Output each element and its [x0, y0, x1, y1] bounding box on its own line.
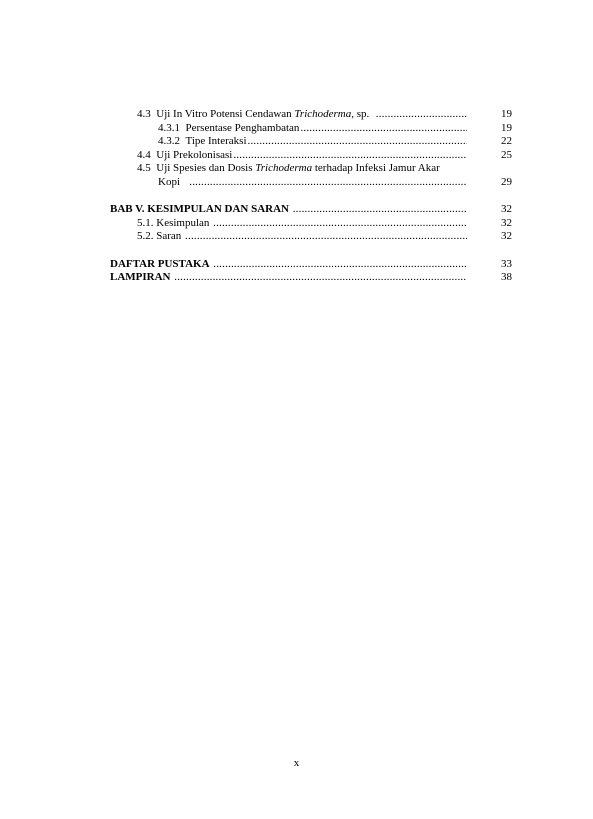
- leader-dots: [300, 122, 467, 136]
- toc-entry-title: 4.5 Uji Spesies dan Dosis Trichoderma terhadap Infeksi Jamur Akar: [137, 162, 440, 174]
- toc-entry-4-5: [110, 162, 512, 189]
- toc-entry-4-3-2: [110, 135, 512, 149]
- toc-entry-4-3: [110, 108, 512, 122]
- toc-entry-title: 5.1. Kesimpulan: [137, 216, 210, 229]
- toc-page-number: 22: [501, 135, 512, 147]
- toc-entry-title: DAFTAR PUSTAKA: [110, 257, 210, 270]
- toc-page-number: 32: [501, 203, 512, 215]
- toc-entry-5-2: [110, 230, 512, 244]
- leader-dots: [189, 176, 467, 190]
- toc-entry-title: 4.3 Uji In Vitro Potensi Cendawan Trichoderma, sp.: [137, 108, 370, 120]
- toc-entry-title: 4.3.1 Persentase Penghambatan: [158, 121, 300, 134]
- toc-entry-5-1: [110, 217, 512, 231]
- toc-page-number: 38: [501, 271, 512, 283]
- toc-entry-title: 4.4 Uji Prekolonisasi: [137, 148, 233, 161]
- toc-entry-title: 5.2. Saran: [137, 230, 182, 242]
- leader-dots: [174, 271, 467, 285]
- toc-page-number: 32: [501, 216, 512, 229]
- leader-dots: [293, 203, 467, 217]
- toc-page-number: 32: [501, 230, 512, 242]
- toc-entry-title: 4.3.2 Tipe Interaksi: [158, 135, 247, 147]
- toc-page-number: 29: [501, 175, 512, 188]
- leader-dots: [185, 230, 467, 244]
- toc-entry-bab-5: [110, 203, 512, 217]
- toc-entry-4-3-1: [110, 122, 512, 136]
- toc-entry-title-continued: Kopi: [158, 175, 180, 188]
- page-number-footer: x: [293, 757, 300, 769]
- leader-dots: [376, 108, 467, 122]
- toc-entry-daftar-pustaka: [110, 258, 512, 272]
- toc-page-number: 19: [501, 108, 512, 120]
- toc-entry-title: LAMPIRAN: [110, 271, 171, 283]
- toc-entry-title: BAB V. KESIMPULAN DAN SARAN: [110, 203, 289, 215]
- leader-dots: [233, 149, 467, 163]
- toc-page-number: 19: [501, 121, 512, 134]
- toc-page-number: 25: [501, 148, 512, 161]
- toc-entry-4-4: [110, 149, 512, 163]
- leader-dots: [213, 217, 467, 231]
- table-of-contents: [110, 108, 512, 285]
- toc-page-number: 33: [501, 257, 512, 270]
- toc-entry-lampiran: [110, 271, 512, 285]
- leader-dots: [213, 258, 467, 272]
- leader-dots: [248, 135, 467, 149]
